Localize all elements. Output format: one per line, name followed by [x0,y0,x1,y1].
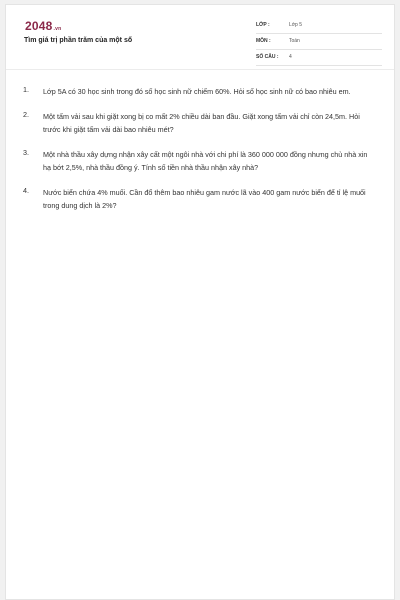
brand-logo-suffix: .vn [53,26,62,32]
question-number: 1. [23,85,29,94]
question-list [23,85,373,224]
question-number: 2. [23,110,29,119]
question-text: Một nhà thầu xây dựng nhận xây cất một ngôi nhà với chi phí là 360 000 000 đồng nhưng chủ nhà xin hạ bớt 2,5%, nhà thầu đồng ý. Tính số tiền nhà thầu nhận xây nhà? [43,150,368,172]
meta-row-count [256,50,382,66]
meta-value-class: Lớp 5 [289,22,303,28]
worksheet-page [5,4,395,600]
brand-logo[interactable] [25,19,61,33]
question-item [23,148,373,174]
question-item [23,85,373,98]
worksheet-title: Tìm giá trị phần trăm của một số [24,37,133,44]
brand-logo-main: 2048 [25,19,53,33]
meta-row-subject [256,34,382,50]
worksheet-meta [256,18,382,66]
header-divider [6,69,394,70]
question-text: Nước biển chứa 4% muối. Cần đổ thêm bao nhiêu gam nước lã vào 400 gam nước biển để tỉ lệ muối trong dung dịch là 2%? [43,188,366,210]
question-text: Lớp 5A có 30 học sinh trong đó số học sinh nữ chiếm 60%. Hỏi số học sinh nữ có bao nhiêu em. [43,87,351,96]
question-number: 3. [23,148,29,157]
meta-label-class: LỚP : [256,22,270,28]
meta-value-count: 4 [289,54,292,60]
meta-label-subject: MÔN : [256,38,271,44]
question-item [23,186,373,212]
meta-value-subject: Toán [289,38,300,44]
question-number: 4. [23,186,29,195]
question-text: Một tấm vải sau khi giặt xong bị co mất 2% chiều dài ban đầu. Giặt xong tấm vải chỉ còn 24,5m. Hỏi trước khi giặt tấm vải dài bao nhiêu mét? [43,112,360,134]
question-item [23,110,373,136]
meta-row-class [256,18,382,34]
meta-label-count: SỐ CÂU : [256,54,279,60]
